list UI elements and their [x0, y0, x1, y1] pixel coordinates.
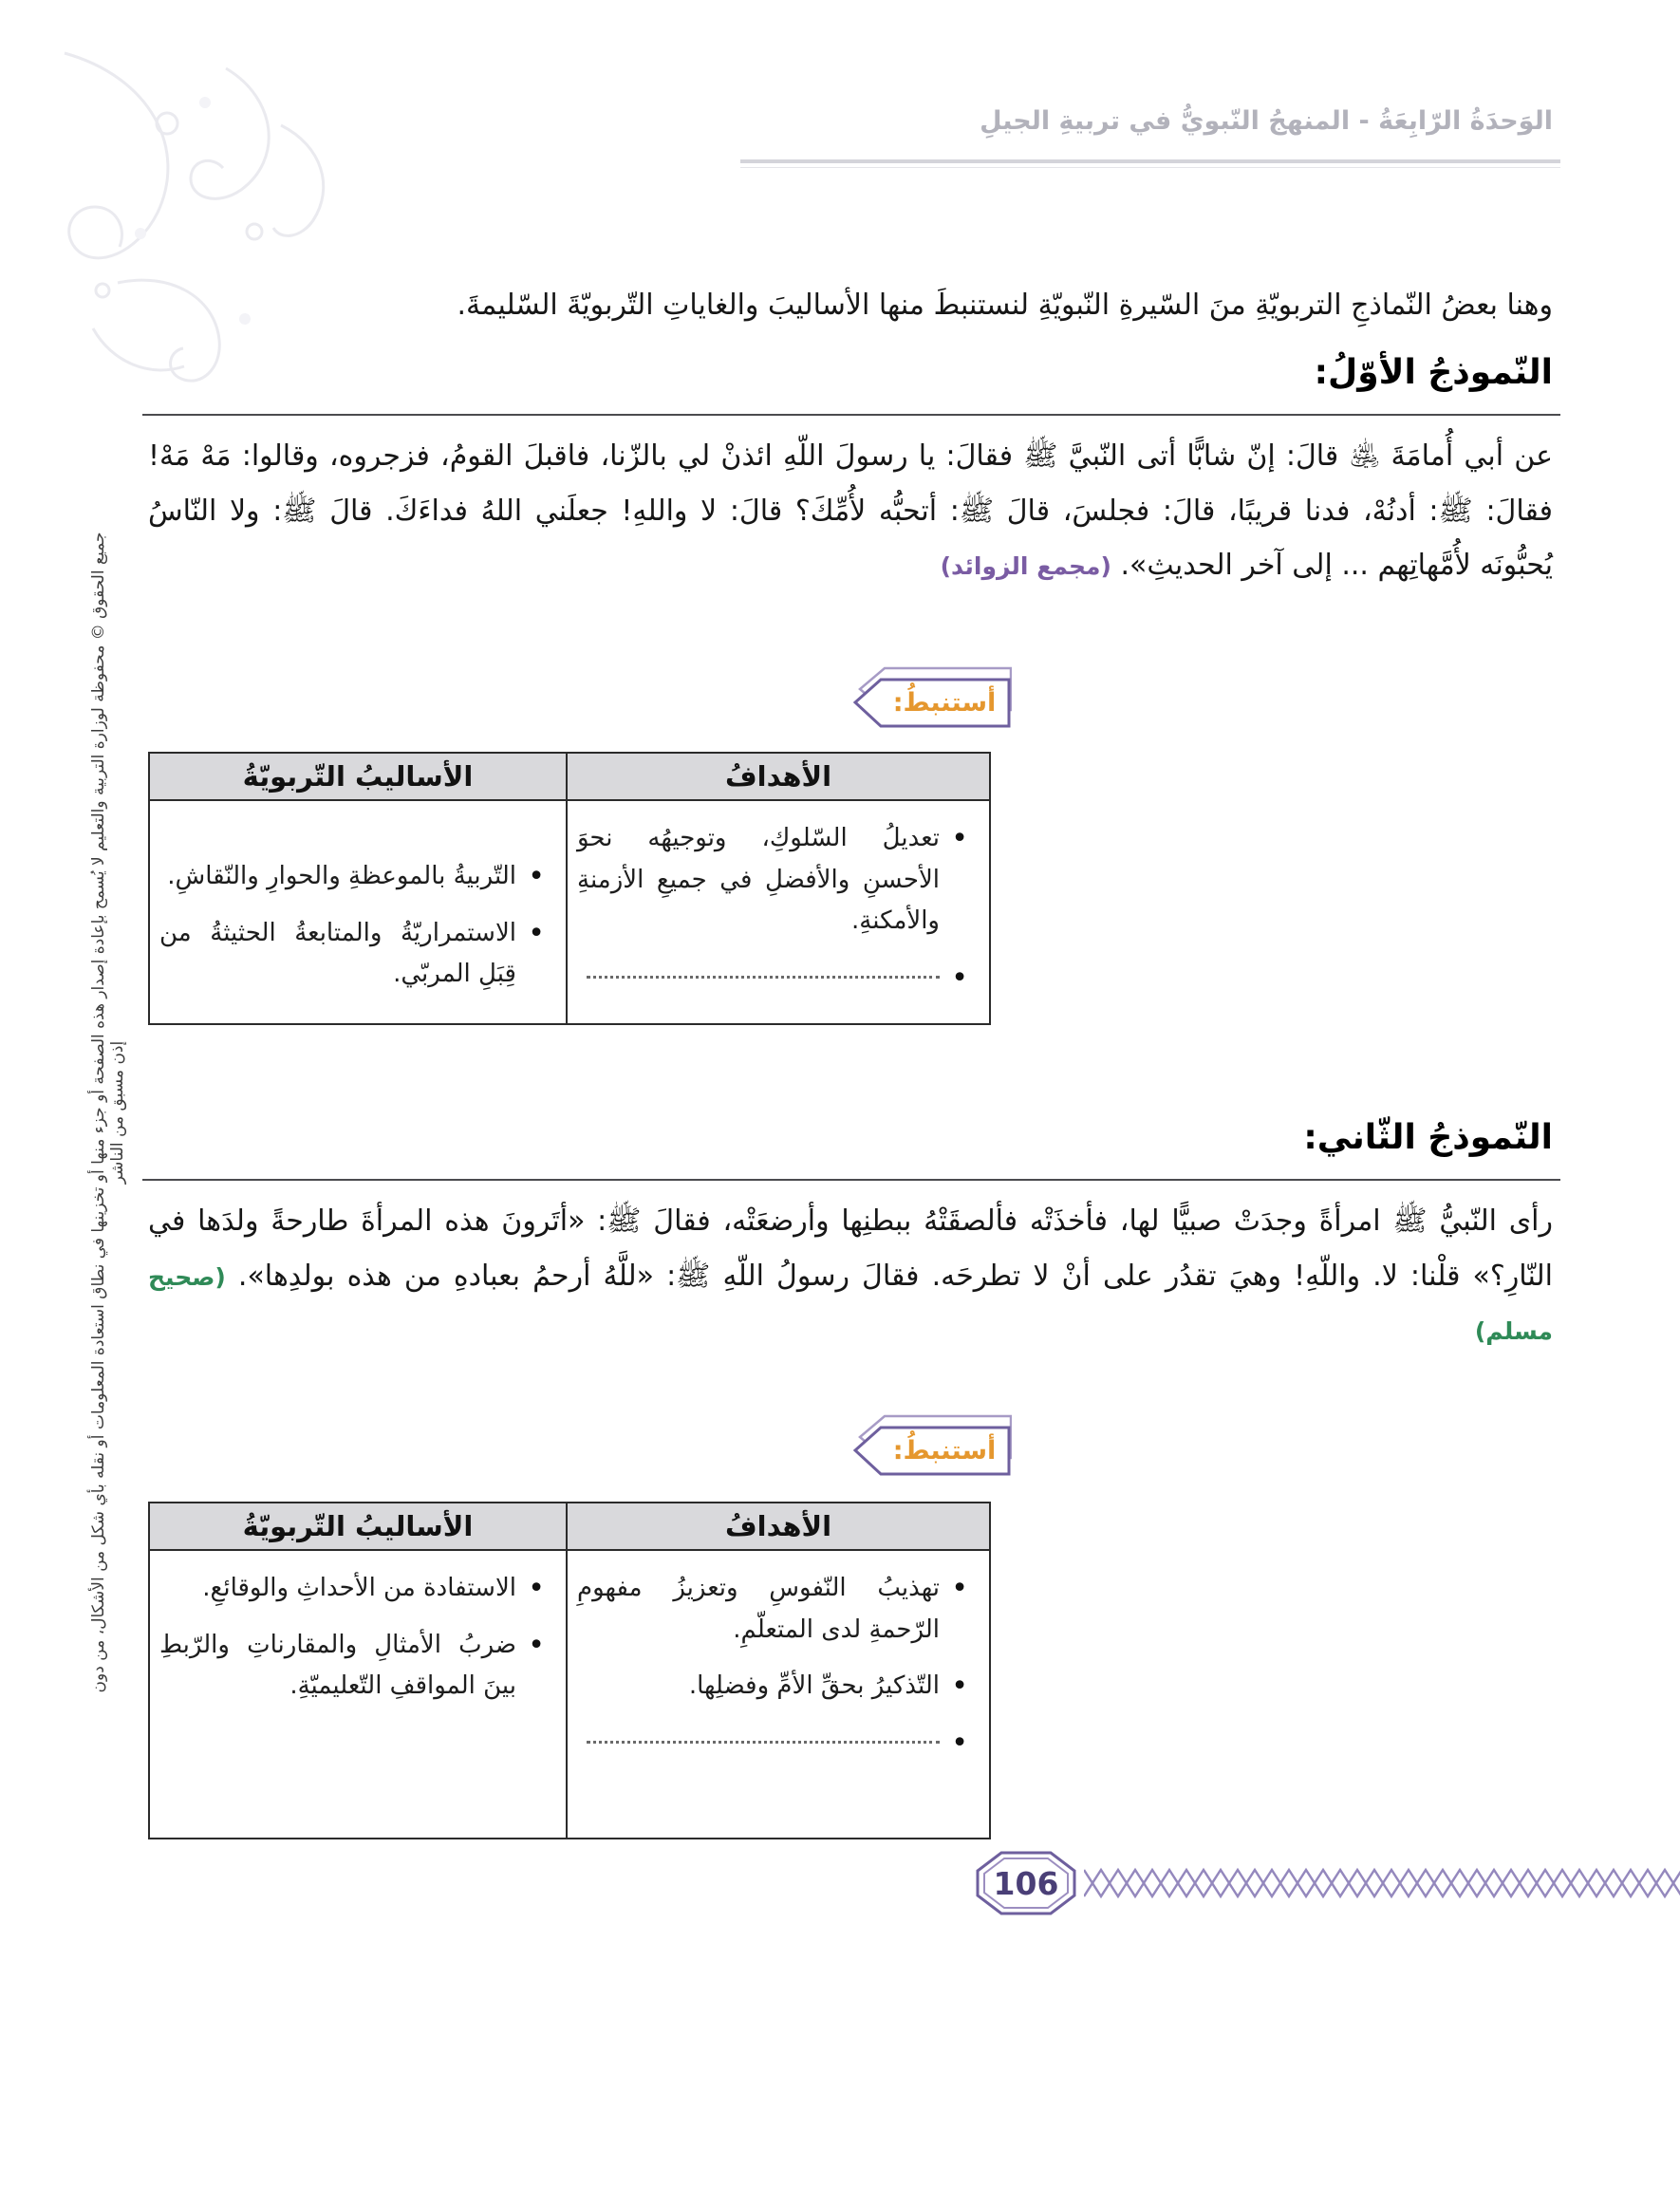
page-number-badge [976, 1851, 1076, 1915]
deduce-ribbon-1 [852, 666, 1012, 729]
method-item [159, 856, 552, 898]
model2-hadith [148, 1194, 1553, 1358]
method-item [159, 1568, 552, 1610]
dotted-fill-line [587, 1723, 940, 1744]
model1-hadith-source: (مجمع الزوائد) [940, 552, 1111, 581]
deduce-ribbon-label: أستنبطُ: [892, 688, 997, 718]
goal-item-blank [577, 1723, 976, 1744]
model1-heading-rule [142, 414, 1560, 416]
intro-paragraph: وهنا بعضُ النّماذجِ التربويّةِ منَ السّيرةِ النّبويّةِ لنستنبطَ منها الأساليبَ والغاياتِ التّربويّةَ السّليمةَ. [457, 289, 1553, 322]
methods-column-header: الأساليبُ التّربويّةُ [149, 753, 567, 800]
model1-goals-cell [567, 800, 990, 1024]
model1-methods-cell [149, 800, 567, 1024]
header-rule-thin [740, 167, 1560, 168]
goal-item-text: تهذيبُ النّفوسِ وتعزيزُ مفهومِ الرّحمةِ لدى المتعلّمِ. [577, 1574, 940, 1644]
method-item-text: الاستمراريّةُ والمتابعةُ الحثيثةُ من قِبَلِ المربّي. [159, 918, 516, 989]
method-item-text: التّربيةُ بالموعظةِ والحوارِ والنّقاشِ. [167, 862, 516, 890]
model1-hadith [148, 429, 1553, 593]
model2-table [148, 1502, 991, 1839]
model2-heading-rule [142, 1179, 1560, 1181]
goals-column-header: الأهدافُ [567, 1503, 990, 1550]
method-item [159, 1625, 552, 1708]
header-rule [740, 159, 1560, 163]
deduce-ribbon-2 [852, 1414, 1012, 1477]
goal-item [577, 1666, 976, 1708]
goals-column-header: الأهدافُ [567, 753, 990, 800]
method-item-text: الاستفادة من الأحداثِ والوقائعِ. [202, 1574, 516, 1602]
goal-item-text: تعديلُ السّلوكِ، وتوجيهُه نحوَ الأحسنِ والأفضلِ في جميعِ الأزمنةِ والأمكنةِ. [577, 824, 940, 936]
method-item [159, 913, 552, 996]
unit-title: الوَحدَةُ الرّابِعَةُ - المنهجُ النّبويُّ في تربيةِ الجيلِ [980, 106, 1553, 136]
model1-table [148, 752, 991, 1025]
model2-methods-cell [149, 1550, 567, 1839]
braid-ornament-icon [1084, 1864, 1680, 1902]
model2-heading: النّموذجُ الثّاني: [1303, 1118, 1553, 1157]
model2-hadith-text: رأى النّبيُّ ﷺ امرأةً وجدَتْ صبيًّا لها، فأخذَتْه فألصقَتْهُ ببطنِها وأرضعَتْه، فقالَ ﷺ: «أتَرونَ هذه المرأةَ طارحةً ولدَها في النّارِ؟» قلْنا: لا. واللّهِ! وهيَ تقدُر على أنْ لا تطرحَه. فقالَ رسولُ اللّهِ ﷺ: «للَّهُ أرحمُ بعبادهِ من هذه بولدِها». [148, 1204, 1553, 1293]
model1-hadith-text: عن أبي أُمامَةَ ﵁ قالَ: إنّ شابًّا أتى النّبيَّ ﷺ فقالَ: يا رسولَ اللّهِ ائذنْ لي بالزّنا، فاقبلَ القومُ، فزجروه، وقالوا: مَهْ مَهْ! فقالَ: ﷺ: أدنُهْ، فدنا قريبًا، قالَ: فجلسَ، قالَ ﷺ: أتحبُّه لأُمِّكَ؟ قالَ: لا واللهِ! جعلَني اللهُ فداءَكَ. قالَ ﷺ: ولا النّاسُ يُحبُّونَه لأُمَّهاتِهم ... إلى آخر الحديثِ». [148, 439, 1553, 583]
model1-heading: النّموذجُ الأوّلُ: [1314, 353, 1553, 392]
model2-hadith-source: (صحيح مسلم) [148, 1262, 1553, 1346]
copyright-notice: جميع الحقوق © محفوظة لوزارة التربية والتعليم لا يُسمح بإعادة إصدار هذه الصفحة أو جزء منها أو تخزينها في نطاق استعادة المعلومات أو نقله بأي شكل من الأشكال، من دون إذن مسبق من الناشر [89, 532, 127, 1693]
goal-item [577, 1568, 976, 1651]
corner-floral-ornament-icon [36, 44, 378, 404]
page-number: 106 [993, 1865, 1059, 1902]
goal-item [577, 818, 976, 943]
goal-item-blank [577, 958, 976, 979]
method-item-text: ضربُ الأمثالِ والمقارناتِ والرّبطِ بينَ المواقفِ التّعليميّةِ. [159, 1630, 516, 1701]
deduce-ribbon-label: أستنبطُ: [892, 1436, 997, 1466]
goal-item-text: التّذكيرُ بحقِّ الأمِّ وفضلِها. [688, 1671, 940, 1701]
model2-goals-cell [567, 1550, 990, 1839]
methods-column-header: الأساليبُ التّربويّةُ [149, 1503, 567, 1550]
dotted-fill-line [587, 958, 940, 979]
